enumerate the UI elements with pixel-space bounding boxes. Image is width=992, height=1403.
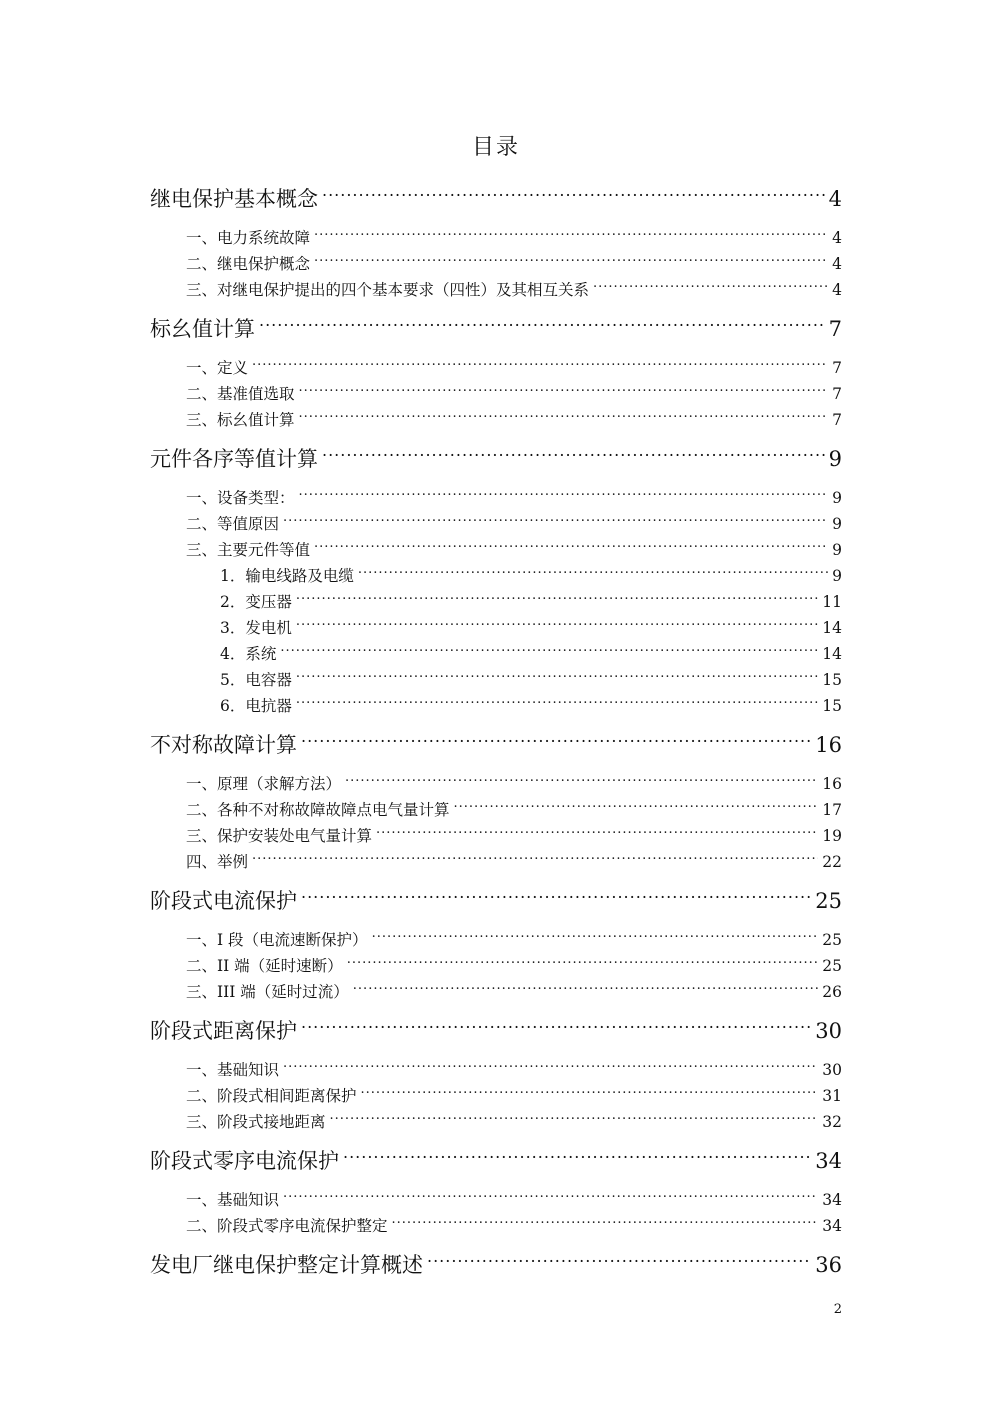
toc-dot-leader bbox=[280, 644, 818, 660]
toc-chapter[interactable] bbox=[150, 1016, 842, 1046]
toc-entry-label: 三、对继电保护提出的四个基本要求（四性）及其相互关系 bbox=[186, 281, 590, 299]
toc-section[interactable] bbox=[186, 1059, 842, 1081]
toc-dot-leader bbox=[259, 314, 825, 336]
toc-entry-label: 三、阶段式接地距离 bbox=[186, 1113, 326, 1131]
toc-dot-leader bbox=[296, 670, 818, 686]
toc-entry-label: 三、III 端（延时过流） bbox=[186, 983, 349, 1001]
toc-dot-leader bbox=[252, 852, 818, 868]
toc-dot-leader bbox=[372, 930, 819, 946]
toc-entry-page: 30 bbox=[822, 1061, 842, 1079]
toc-chapter[interactable] bbox=[150, 886, 842, 916]
toc-dot-leader bbox=[301, 886, 811, 908]
toc-chapter[interactable] bbox=[150, 1146, 842, 1176]
toc-entry-page: 30 bbox=[815, 1019, 842, 1043]
toc-section[interactable] bbox=[220, 669, 842, 691]
toc-dot-leader bbox=[301, 730, 811, 752]
toc-section[interactable] bbox=[186, 513, 842, 535]
toc-dot-leader bbox=[299, 384, 829, 400]
toc-entry-page: 34 bbox=[822, 1191, 842, 1209]
toc-entry-label: 二、等值原因 bbox=[186, 515, 280, 533]
toc-entry-label: 发电厂继电保护整定计算概述 bbox=[150, 1253, 423, 1277]
toc-dot-leader bbox=[353, 982, 818, 998]
toc-entry-label: 四、举例 bbox=[186, 853, 249, 871]
toc-entry-page: 9 bbox=[832, 489, 842, 507]
toc-dot-leader bbox=[283, 514, 828, 530]
toc-entry-label: 3．发电机 bbox=[220, 619, 292, 637]
toc-entry-page: 15 bbox=[822, 671, 842, 689]
toc-section[interactable] bbox=[186, 799, 842, 821]
toc-entry-label: 一、I 段（电流速断保护） bbox=[186, 931, 368, 949]
toc-entry-label: 三、标幺值计算 bbox=[186, 411, 295, 429]
toc-entry-page: 36 bbox=[815, 1253, 842, 1277]
toc-section[interactable] bbox=[220, 591, 842, 613]
toc-section[interactable] bbox=[186, 357, 842, 379]
toc-entry-label: 继电保护基本概念 bbox=[150, 187, 318, 211]
toc-dot-leader bbox=[314, 254, 828, 270]
toc-dot-leader bbox=[299, 410, 829, 426]
toc-entry-page: 14 bbox=[822, 645, 842, 663]
toc-entry-page: 25 bbox=[822, 957, 842, 975]
toc-dot-leader bbox=[322, 184, 825, 206]
toc-section[interactable] bbox=[186, 955, 842, 977]
toc-dot-leader bbox=[314, 540, 828, 556]
toc-entry-page: 22 bbox=[822, 853, 842, 871]
toc-entry-label: 元件各序等值计算 bbox=[150, 447, 318, 471]
toc-dot-leader bbox=[296, 592, 818, 608]
toc-entry-page: 11 bbox=[822, 593, 842, 611]
toc-entry-label: 2．变压器 bbox=[220, 593, 292, 611]
toc-entry-page: 26 bbox=[822, 983, 842, 1001]
toc-entry-page: 9 bbox=[832, 541, 842, 559]
toc-dot-leader bbox=[343, 1146, 811, 1168]
toc-section[interactable] bbox=[186, 1189, 842, 1211]
toc-entry-page: 9 bbox=[832, 515, 842, 533]
toc-entry-page: 17 bbox=[822, 801, 842, 819]
toc-section[interactable] bbox=[186, 1085, 842, 1107]
toc-entry-label: 一、定义 bbox=[186, 359, 249, 377]
toc-entry-label: 阶段式电流保护 bbox=[150, 889, 297, 913]
toc-entry-page: 9 bbox=[828, 447, 842, 471]
toc-dot-leader bbox=[296, 618, 818, 634]
toc-entry-page: 19 bbox=[822, 827, 842, 845]
toc-entry-label: 二、各种不对称故障故障点电气量计算 bbox=[186, 801, 450, 819]
toc-dot-leader bbox=[252, 358, 828, 374]
toc-entry-label: 一、原理（求解方法） bbox=[186, 775, 342, 793]
toc-section[interactable] bbox=[186, 383, 842, 405]
toc-dot-leader bbox=[296, 696, 818, 712]
toc-section[interactable] bbox=[186, 253, 842, 275]
toc-entry-page: 9 bbox=[832, 567, 842, 585]
toc-entry-label: 二、阶段式相间距离保护 bbox=[186, 1087, 357, 1105]
toc-entry-page: 34 bbox=[822, 1217, 842, 1235]
toc-entry-label: 1．输电线路及电缆 bbox=[220, 567, 354, 585]
toc-dot-leader bbox=[314, 228, 828, 244]
toc-entry-label: 5．电容器 bbox=[220, 671, 292, 689]
toc-dot-leader bbox=[347, 956, 819, 972]
toc-section[interactable] bbox=[220, 695, 842, 717]
toc-dot-leader bbox=[358, 566, 828, 582]
toc-section[interactable] bbox=[186, 279, 842, 301]
toc-dot-leader bbox=[593, 280, 828, 296]
toc-section[interactable] bbox=[220, 565, 842, 587]
toc-dot-leader bbox=[361, 1086, 819, 1102]
toc-section[interactable] bbox=[186, 851, 842, 873]
toc-entry-page: 15 bbox=[822, 697, 842, 715]
toc-dot-leader bbox=[283, 1190, 818, 1206]
toc-section[interactable] bbox=[186, 825, 842, 847]
toc-entry-label: 二、II 端（延时速断） bbox=[186, 957, 343, 975]
toc-section[interactable] bbox=[186, 227, 842, 249]
toc-entry-label: 二、继电保护概念 bbox=[186, 255, 311, 273]
toc-entry-page: 4 bbox=[832, 229, 842, 247]
toc-entry-label: 不对称故障计算 bbox=[150, 733, 297, 757]
toc-dot-leader bbox=[427, 1250, 811, 1272]
toc-entry-page: 4 bbox=[832, 281, 842, 299]
toc-entry-page: 7 bbox=[832, 411, 842, 429]
toc-section[interactable] bbox=[186, 981, 842, 1003]
toc-dot-leader bbox=[301, 1016, 811, 1038]
toc-chapter[interactable] bbox=[150, 1250, 842, 1280]
toc-chapter[interactable] bbox=[150, 730, 842, 760]
toc-entry-page: 31 bbox=[822, 1087, 842, 1105]
toc-entry-page: 16 bbox=[822, 775, 842, 793]
toc-section[interactable] bbox=[186, 773, 842, 795]
toc-entry-page: 14 bbox=[822, 619, 842, 637]
toc-section[interactable] bbox=[186, 539, 842, 561]
toc-entry-page: 32 bbox=[822, 1113, 842, 1131]
toc-section[interactable] bbox=[186, 1215, 842, 1237]
toc-section[interactable] bbox=[220, 643, 842, 665]
toc-entry-label: 一、基础知识 bbox=[186, 1061, 280, 1079]
toc-entry-label: 6．电抗器 bbox=[220, 697, 292, 715]
toc-entry-page: 4 bbox=[832, 255, 842, 273]
toc-entry-page: 4 bbox=[828, 187, 842, 211]
toc-entry-label: 二、阶段式零序电流保护整定 bbox=[186, 1217, 388, 1235]
toc-entry-label: 二、基准值选取 bbox=[186, 385, 295, 403]
toc-entry-page: 7 bbox=[828, 317, 842, 341]
toc-dot-leader bbox=[454, 800, 819, 816]
toc-dot-leader bbox=[345, 774, 818, 790]
toc-title: 目录 bbox=[471, 135, 520, 160]
toc-chapter[interactable] bbox=[150, 444, 842, 474]
toc-entry-page: 7 bbox=[832, 359, 842, 377]
toc-dot-leader bbox=[322, 444, 825, 466]
toc-dot-leader bbox=[299, 488, 829, 504]
toc-dot-leader bbox=[376, 826, 818, 842]
toc-entry-page: 16 bbox=[815, 733, 842, 757]
toc-entry-label: 标幺值计算 bbox=[150, 317, 255, 341]
toc-entry-label: 三、主要元件等值 bbox=[186, 541, 311, 559]
toc-dot-leader bbox=[330, 1112, 819, 1128]
page-number: 2 bbox=[833, 1302, 842, 1317]
toc-entry-label: 三、保护安装处电气量计算 bbox=[186, 827, 373, 845]
toc-entry-label: 阶段式距离保护 bbox=[150, 1019, 297, 1043]
toc-entry-page: 34 bbox=[815, 1149, 842, 1173]
toc-entry-page: 7 bbox=[832, 385, 842, 403]
toc-entry-label: 一、电力系统故障 bbox=[186, 229, 311, 247]
toc-section[interactable] bbox=[186, 1111, 842, 1133]
toc-entry-page: 25 bbox=[815, 889, 842, 913]
toc-dot-leader bbox=[283, 1060, 818, 1076]
toc-entry-label: 一、基础知识 bbox=[186, 1191, 280, 1209]
toc-section[interactable] bbox=[186, 487, 842, 509]
toc-section[interactable] bbox=[186, 409, 842, 431]
toc-entry-label: 4．系统 bbox=[220, 645, 277, 663]
toc-chapter[interactable] bbox=[150, 314, 842, 344]
toc-entry-label: 一、设备类型： bbox=[186, 489, 295, 507]
toc-chapter[interactable] bbox=[150, 184, 842, 214]
toc-section[interactable] bbox=[186, 929, 842, 951]
toc-section[interactable] bbox=[220, 617, 842, 639]
toc-entry-label: 阶段式零序电流保护 bbox=[150, 1149, 339, 1173]
toc-dot-leader bbox=[392, 1216, 819, 1232]
toc-entry-page: 25 bbox=[822, 931, 842, 949]
